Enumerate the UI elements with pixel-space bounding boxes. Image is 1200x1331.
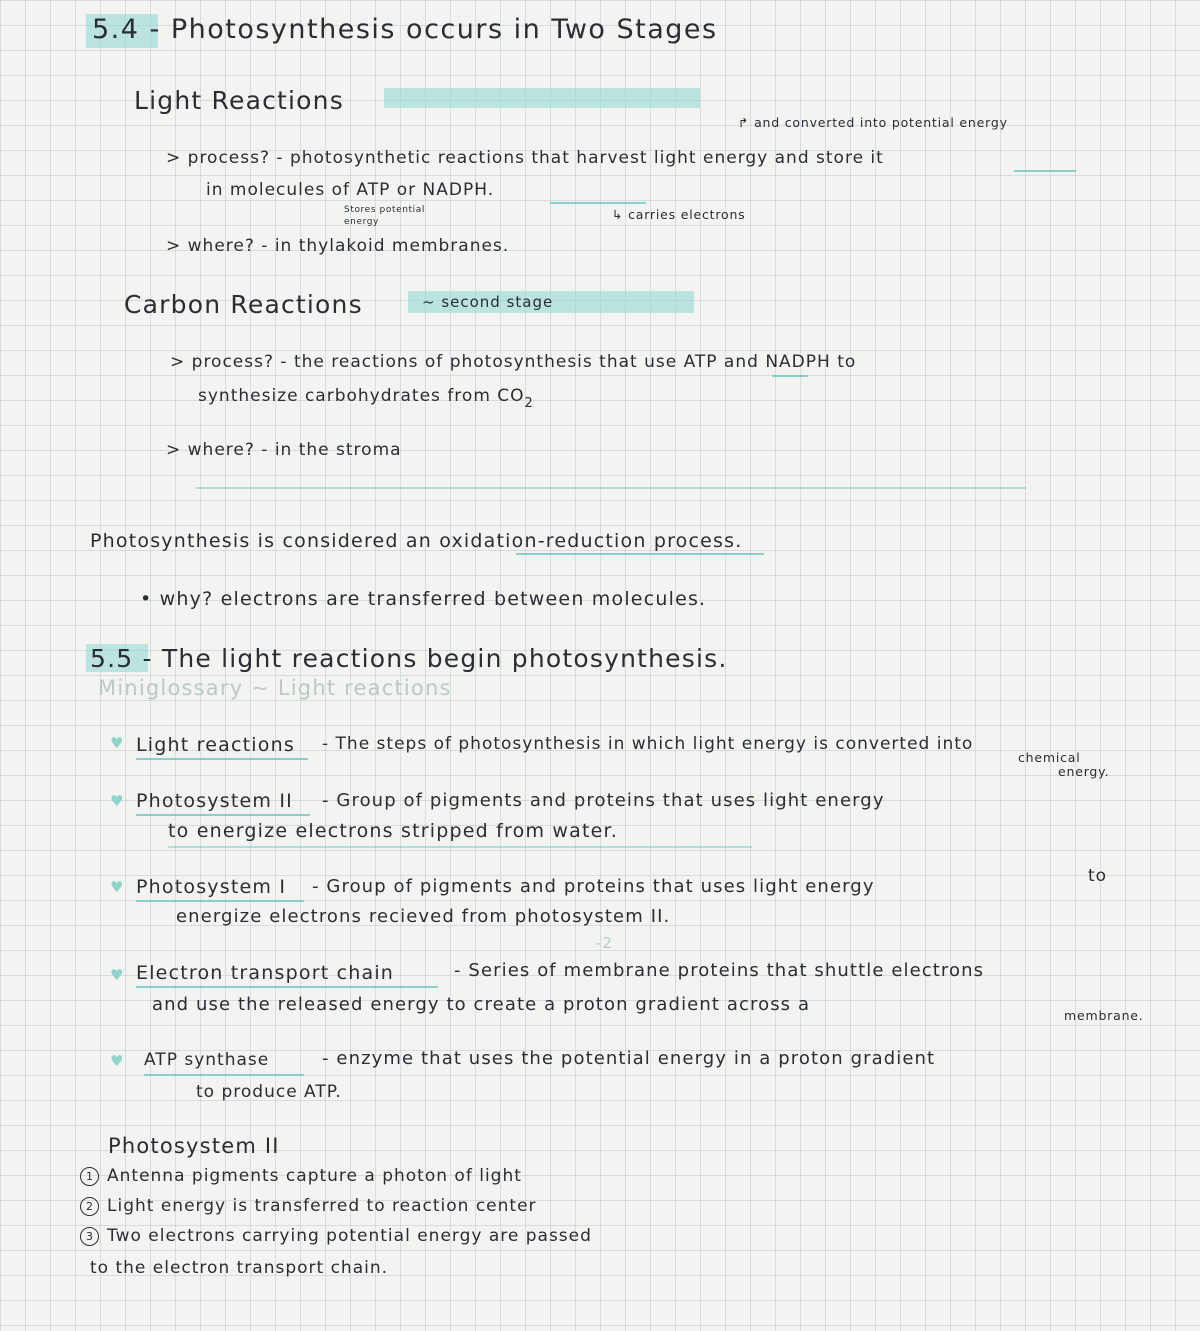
def-photosystem-ii-underline bbox=[168, 846, 752, 848]
step-number-badge: 2 bbox=[80, 1197, 99, 1216]
heart-bullet-icon: ♥ bbox=[110, 878, 124, 896]
carbon-process-line-1: > process? - the reactions of photosynthesis that use ATP and NADPH to bbox=[170, 352, 857, 372]
ps2-step-2 bbox=[80, 1196, 537, 1216]
ps2-step-1 bbox=[80, 1166, 522, 1186]
ps2-step-3-text: Two electrons carrying potential energy are passed bbox=[107, 1226, 592, 1246]
ps2-continuation: to the electron transport chain. bbox=[90, 1258, 389, 1278]
annotation-text: and converted into potential energy bbox=[754, 115, 1008, 130]
nadph-note bbox=[612, 207, 745, 222]
term-photosystem-i-underline bbox=[136, 900, 304, 902]
carbon-process-line-2 bbox=[198, 386, 534, 411]
def-atp-synthase-1: - enzyme that uses the potential energy in a proton gradient bbox=[322, 1048, 936, 1069]
co2-subscript: 2 bbox=[524, 396, 534, 411]
def-photosystem-ii-1: - Group of pigments and proteins that uses light energy bbox=[322, 790, 885, 811]
term-light-reactions-underline bbox=[136, 758, 308, 760]
step-number-badge: 3 bbox=[80, 1227, 99, 1246]
def-etc-1: - Series of membrane proteins that shuttle electrons bbox=[454, 960, 985, 981]
nadph-note-text: carries electrons bbox=[628, 207, 746, 222]
section-divider bbox=[196, 487, 1026, 489]
ps2-step-2-text: Light energy is transferred to reaction center bbox=[107, 1196, 537, 1216]
light-reactions-heading: Light Reactions bbox=[134, 86, 344, 115]
def-light-reactions-1: - The steps of photosynthesis in which light energy is converted into bbox=[322, 734, 974, 754]
miniglossary-label: Miniglossary ~ Light reactions bbox=[98, 676, 452, 700]
heart-bullet-icon: ♥ bbox=[110, 966, 124, 984]
def-photosystem-i-2: energize electrons recieved from photosystem II. bbox=[176, 906, 671, 927]
def-light-reactions-3: energy. bbox=[1058, 764, 1110, 779]
oxidation-reduction-underline bbox=[516, 553, 764, 555]
def-photosystem-ii-2: to energize electrons stripped from water. bbox=[168, 820, 619, 842]
heart-bullet-icon: ♥ bbox=[110, 792, 124, 810]
use-underline bbox=[772, 375, 808, 377]
ps2-step-3 bbox=[80, 1226, 592, 1246]
def-etc-3: membrane. bbox=[1064, 1008, 1144, 1023]
heart-bullet-icon: ♥ bbox=[110, 1052, 124, 1070]
term-photosystem-i: Photosystem I bbox=[136, 876, 287, 898]
atp-note-1: Stores potential bbox=[344, 205, 425, 215]
ps2-step-1-text: Antenna pigments capture a photon of light bbox=[107, 1166, 522, 1186]
term-atp-synthase: ATP synthase bbox=[144, 1050, 270, 1070]
heart-bullet-icon: ♥ bbox=[110, 734, 124, 752]
def-photosystem-i-1-end: to bbox=[1088, 866, 1108, 886]
carbon-stage-note: ~ second stage bbox=[422, 293, 554, 311]
def-light-reactions-2: chemical bbox=[1018, 750, 1081, 765]
light-process-line-1: > process? - photosynthetic reactions that harvest light energy and store it bbox=[166, 148, 884, 168]
term-etc-underline bbox=[136, 986, 438, 988]
section-54-title: 5.4 - Photosynthesis occurs in Two Stages bbox=[92, 14, 718, 45]
photosystem-ii-heading: Photosystem II bbox=[108, 1134, 280, 1158]
light-where: > where? - in thylakoid membranes. bbox=[166, 236, 510, 256]
def-etc-2: and use the released energy to create a proton gradient across a bbox=[152, 994, 811, 1015]
carbon-reactions-heading: Carbon Reactions bbox=[124, 290, 363, 319]
atp-note-2: energy bbox=[344, 217, 379, 227]
stray-mark: -2 bbox=[596, 934, 613, 952]
annotation-arrow: ↱ bbox=[738, 115, 750, 130]
converted-annotation bbox=[738, 115, 1008, 130]
nadph-underline bbox=[550, 202, 646, 204]
light-process-line-2: in molecules of ATP or NADPH. bbox=[206, 180, 495, 200]
light-reactions-highlight bbox=[384, 88, 700, 108]
term-photosystem-ii-underline bbox=[136, 814, 310, 816]
carbon-process-main: synthesize carbohydrates from CO bbox=[198, 386, 525, 406]
term-photosystem-ii: Photosystem II bbox=[136, 790, 293, 812]
term-atp-synthase-underline bbox=[144, 1074, 304, 1076]
def-photosystem-i-1: - Group of pigments and proteins that uses light energy bbox=[312, 876, 875, 897]
carbon-where: > where? - in the stroma bbox=[166, 440, 402, 460]
nadph-note-arrow: ↳ bbox=[612, 207, 624, 222]
term-electron-transport-chain: Electron transport chain bbox=[136, 962, 395, 984]
def-atp-synthase-2: to produce ATP. bbox=[196, 1082, 342, 1102]
step-number-badge: 1 bbox=[80, 1167, 99, 1186]
section-55-title: 5.5 - The light reactions begin photosynthesis. bbox=[90, 644, 728, 673]
term-light-reactions: Light reactions bbox=[136, 734, 295, 756]
redox-statement: Photosynthesis is considered an oxidation-reduction process. bbox=[90, 530, 743, 552]
redox-why: • why? electrons are transferred between molecules. bbox=[140, 588, 707, 610]
store-underline bbox=[1014, 170, 1076, 172]
